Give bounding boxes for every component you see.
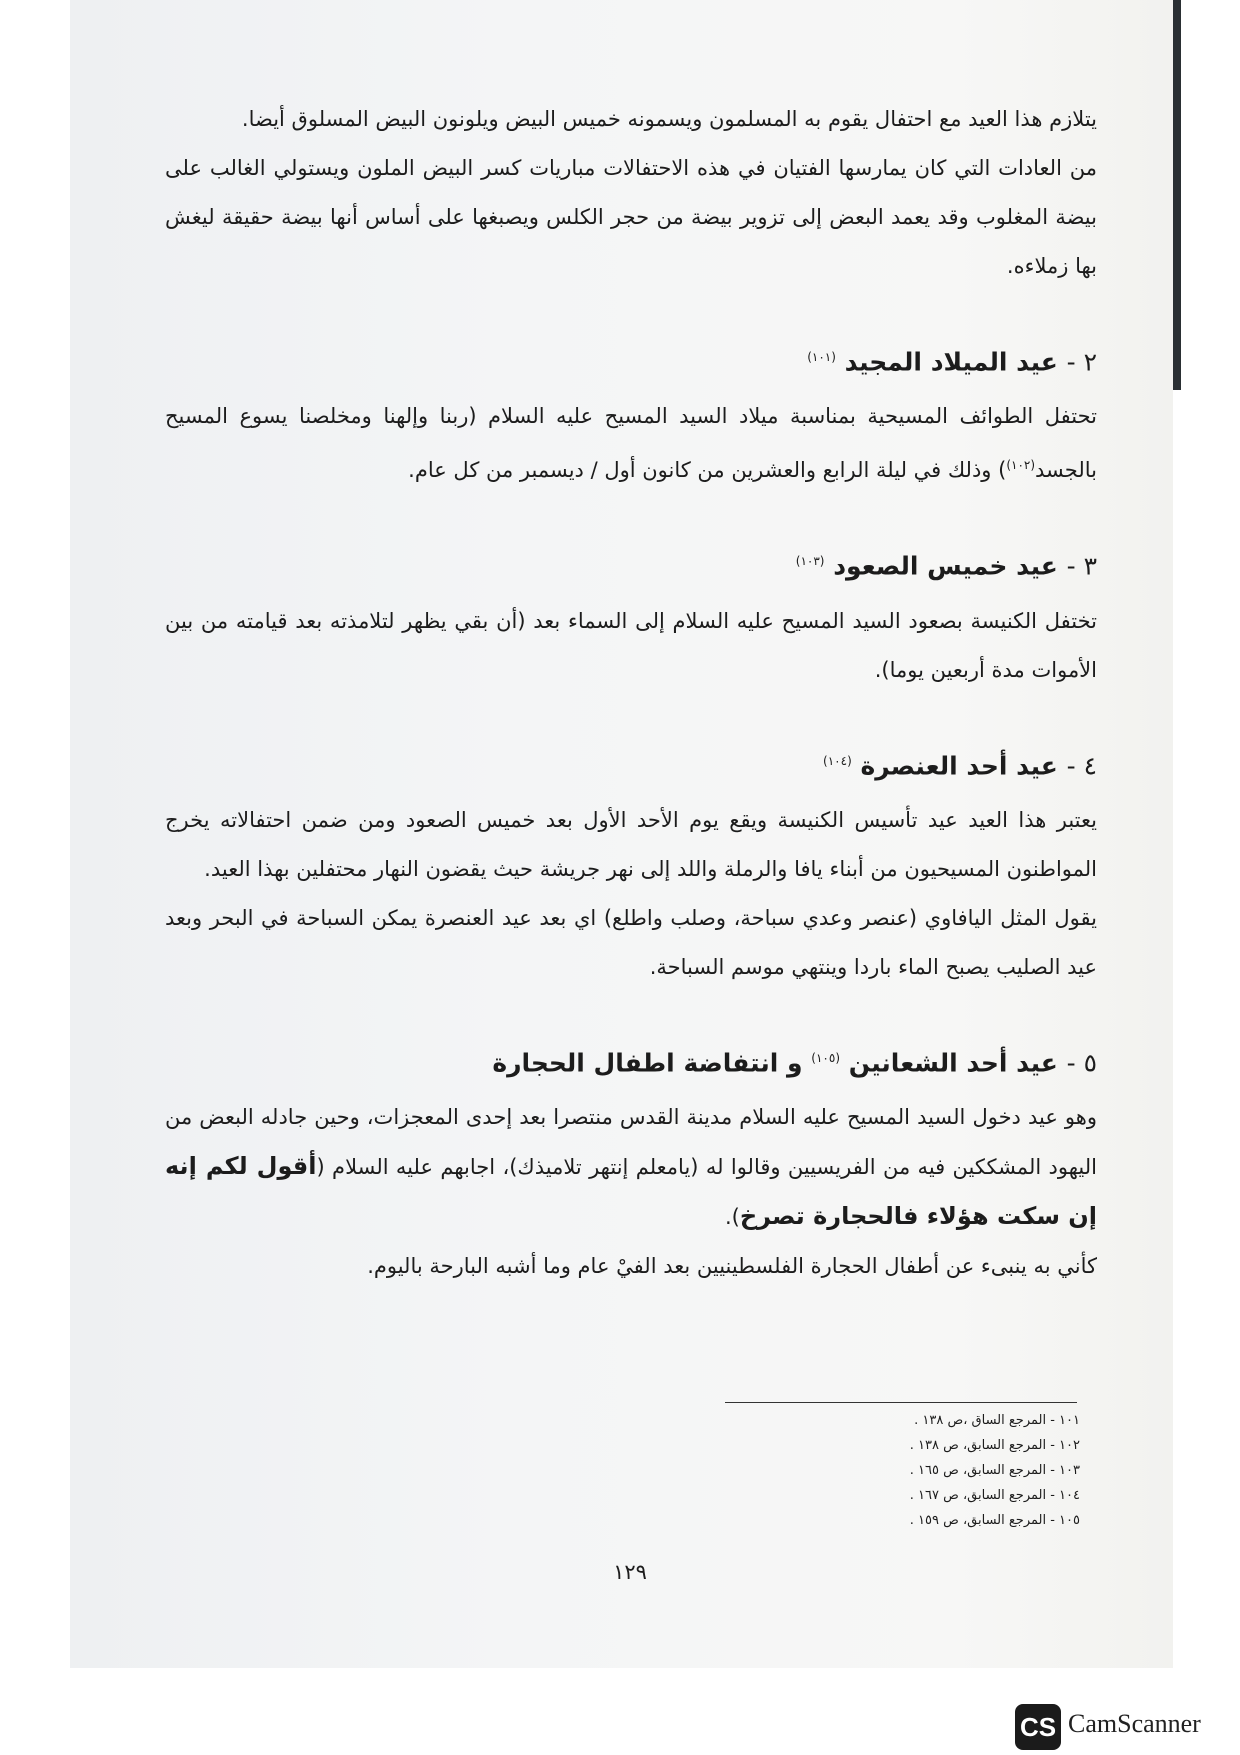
paragraph-text: تحتفل الطوائف المسيحية بمناسبة ميلاد السيد المسيح عليه السلام (ربنا وإلهنا ومخلصنا يسوع المسيح بالجسد [165, 404, 1097, 483]
paragraph-text: ) وذلك في ليلة الرابع والعشرين من كانون أول / ديسمبر من كل عام. [408, 458, 1007, 483]
footnote-divider [725, 1402, 1077, 1403]
bold-quote: أقول لكم إنه إن سكت هؤلاء فالحجارة تصرخ [165, 1152, 1097, 1231]
section-number: ٢ - [1066, 347, 1097, 377]
intro-paragraph-1: يتلازم هذا العيد مع احتفال يقوم به المسلمون ويسمونه خميس البيض ويلونون البيض المسلوق أيضا. [241, 107, 1097, 131]
section-number: ٥ - [1066, 1048, 1097, 1078]
paragraph-text: وهو عيد دخول السيد المسيح عليه السلام مدينة القدس منتصرا بعد إحدى المعجزات، وحين جادله البعض من اليهود المشككين فيه من الفريسيين وقالوا له (يامعلم إنتهر تلاميذك)، اجابهم عليه السلام ( [165, 1105, 1097, 1180]
page-body [165, 95, 1097, 1291]
section-heading-palm-sunday [165, 1038, 1097, 1083]
section-title-continued: و انتفاضة اطفال الحجارة [492, 1048, 803, 1078]
section-paragraph-pentecost-1: يعتبر هذا العيد عيد تأسيس الكنيسة ويقع يوم الأحد الأول بعد خميس الصعود ومن ضمن احتفالاته يخرج المواطنون المسيحيون من أبناء يافا والرملة واللد إلى نهر جريشة حيث يقضون النهار محتفلين بهذا العيد. [165, 807, 1097, 881]
footnote-101: ١٠١ - المرجع الساق ،ص ١٣٨ . [914, 1413, 1080, 1428]
footnote-ref: (١٠٥) [811, 1050, 840, 1065]
camscanner-brand: CamScanner [1068, 1709, 1201, 1738]
footnote-ref: (١٠٢) [1006, 458, 1036, 473]
section-title: عيد أحد الشعانين [848, 1048, 1058, 1078]
section-heading-pentecost [165, 741, 1097, 786]
section-paragraph-christmas [165, 392, 1097, 495]
scanner-edge-shadow [1173, 0, 1181, 390]
footnote-ref: (١٠٣) [795, 554, 825, 569]
section-heading-christmas [165, 337, 1097, 382]
footnote-ref: (١٠١) [807, 350, 836, 364]
paragraph-text: ). [724, 1205, 740, 1230]
section-heading-ascension [165, 541, 1097, 586]
footnote-102: ١٠٢ - المرجع السابق، ص ١٣٨ . [909, 1438, 1080, 1453]
section-paragraph-ascension: تختفل الكنيسة بصعود السيد المسيح عليه السلام إلى السماء بعد (أن بقي يظهر لتلامذته بعد قيامته من بين الأموات مدة أربعين يوما). [165, 608, 1097, 682]
section-paragraph-palm-sunday-1 [165, 1093, 1097, 1242]
footnotes [700, 1408, 1080, 1533]
section-number: ٣ - [1066, 551, 1097, 581]
footnote-105: ١٠٥ - المرجع السابق، ص ١٥٩ . [909, 1513, 1080, 1528]
intro-paragraph-2: من العادات التي كان يمارسها الفتيان في هذه الاحتفالات مباريات كسر البيض الملون ويستولي الغالب على بيضة المغلوب وقد يعمد البعض إلى تزوير بيضة من حجر الكلس ويصبغها على أساس أنها بيضة حقيقة ليغش بها زملاءه. [165, 156, 1097, 278]
section-title: عيد أحد العنصرة [860, 750, 1058, 780]
footnote-104: ١٠٤ - المرجع السابق، ص ١٦٧ . [909, 1488, 1080, 1503]
section-paragraph-palm-sunday-2: كأني به ينبىء عن أطفال الحجارة الفلسطينيين بعد الفيْ عام وما أشبه البارحة باليوم. [367, 1254, 1097, 1279]
page-number: ١٢٩ [613, 1560, 647, 1584]
section-paragraph-pentecost-2: يقول المثل اليافاوي (عنصر وعدي سباحة، وصلب واطلع) اي بعد عيد العنصرة يمكن السباحة في البحر وبعد عيد الصليب يصبح الماء باردا وينتهي موسم السباحة. [165, 905, 1097, 979]
footnote-ref: (١٠٤) [823, 753, 852, 768]
section-title: عيد الميلاد المجيد [844, 347, 1058, 377]
footnote-103: ١٠٣ - المرجع السابق، ص ١٦٥ . [909, 1463, 1080, 1478]
section-number: ٤ - [1066, 750, 1097, 780]
section-title: عيد خميس الصعود [833, 551, 1058, 581]
camscanner-logo-icon: CS [1015, 1704, 1061, 1750]
